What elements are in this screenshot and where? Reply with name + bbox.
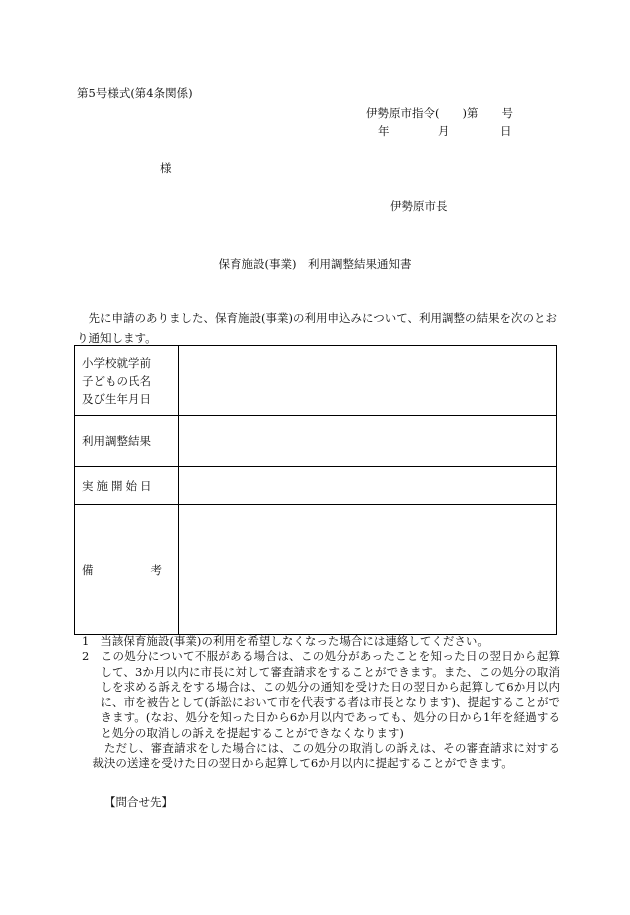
result-label: 利用調整結果 [75,416,179,467]
table-row [75,346,557,416]
date-day: 日 [500,124,512,138]
start-date-label: 実施開始日 [75,467,179,505]
form-number: 第5号様式(第4条関係) [77,86,193,100]
result-table [74,345,557,635]
child-name-label: 小学校就学前 子どもの氏名 及び生年月日 [75,346,179,416]
table-row [75,505,557,635]
date-year: 年 [378,124,390,138]
child-name-value [179,346,557,416]
table-row [75,467,557,505]
date-month: 月 [438,124,450,138]
sender: 伊勢原市長 [390,199,448,213]
note-item: 2 この処分について不服がある場合は、この処分があったことを知った日の翌日から起算して、3か月以内に市長に対して審査請求をすることができます。また、この処分の取消しを求める訴えをする場合は、この処分の通知を受けた日の翌日から起算して6か月以内に、市を被告として(訴訟において市を代表する者は市長となります)、提起することができます。(なお、処分を知った日から6か月以内であっても、処分の日から1年を経過すると処分の取消しの訴えを提起することができなくなります) [82,649,560,740]
intro-paragraph: 先に申請のありました、保育施設(事業)の利用申込みについて、利用調整の結果を次のとおり通知します。 [77,311,558,345]
addressee: 様 [160,161,172,175]
issue-date [378,124,512,138]
notes [82,634,560,772]
note-continuation: ただし、審査請求をした場合には、この処分の取消しの訴えは、その審査請求に対する裁決の送達を受けた日の翌日から起算して6か月以内に提起することができます。 [92,741,560,771]
start-date-value [179,467,557,505]
document-number: 伊勢原市指令( )第 号 [366,106,513,120]
inquiry-heading: 【問合せ先】 [104,795,173,809]
remarks-label: 備 考 [75,505,179,635]
remarks-value [179,505,557,635]
document-title: 保育施設(事業) 利用調整結果通知書 [218,257,412,271]
note-item: 1 当該保育施設(事業)の利用を希望しなくなった場合には連絡してください。 [82,634,489,648]
table-row [75,416,557,467]
result-value [179,416,557,467]
